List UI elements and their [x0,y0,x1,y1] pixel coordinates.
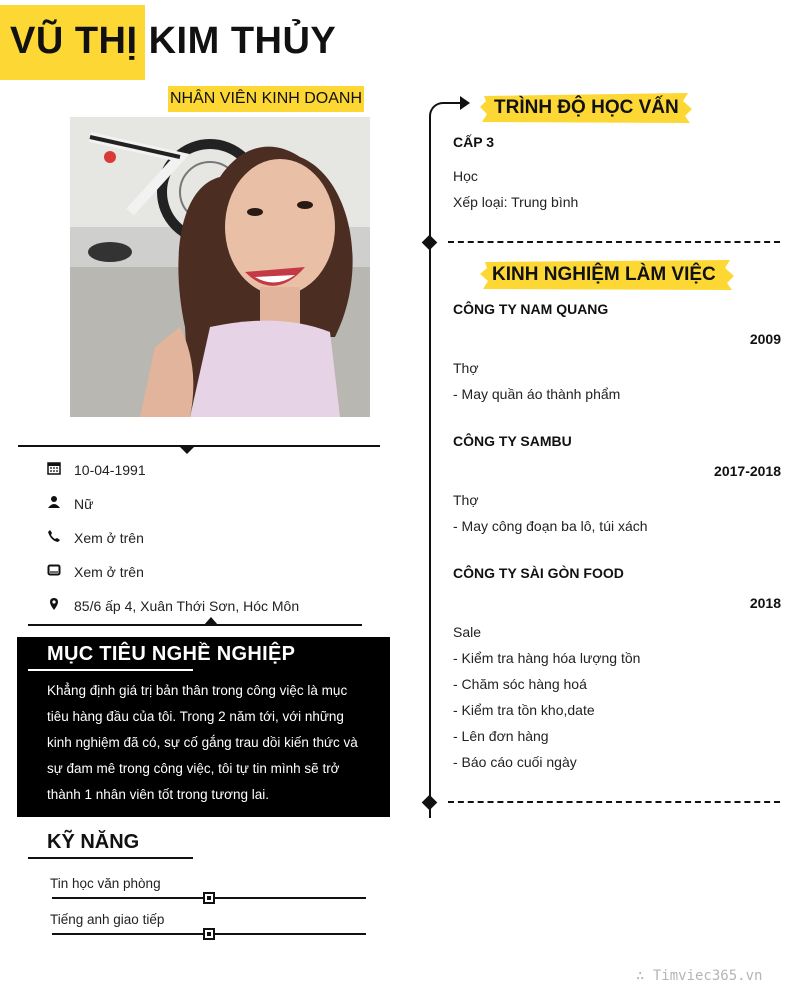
job-title: NHÂN VIÊN KINH DOANH [168,86,364,112]
arrow-right-icon [460,96,470,110]
contact-divider [28,624,362,626]
job-year: 2017-2018 [714,463,781,479]
section-divider [448,801,780,803]
skill-level-marker [203,928,215,940]
job-role: Thợ [453,360,479,376]
timeline-line [429,121,431,818]
timeline-curve [429,102,449,122]
education-detail: Học [453,168,478,184]
objective-underline [28,669,193,671]
skills-title: KỸ NĂNG [47,831,140,853]
birthdate: 10-04-1991 [74,462,146,478]
phone: Xem ở trên [74,530,144,546]
skills-underline [28,857,193,859]
phone-icon [47,529,63,545]
profile-photo [70,117,370,417]
divider-pointer [179,446,195,454]
calendar-icon [47,461,63,477]
timeline-diamond [422,235,438,251]
watermark: ∴ Timviec365.vn [636,968,763,984]
skill-label: Tiếng anh giao tiếp [50,912,165,927]
job-year: 2018 [749,595,781,611]
job-role: Thợ [453,492,479,508]
photo-divider [18,445,380,447]
job-task: - May quần áo thành phẩm [453,386,621,402]
objective-text: Khẳng định giá trị bản thân trong công việc là mục tiêu hàng đầu của tôi. Trong 2 năm tới, với những kinh nghiệm đã có, sự cố gắng trau dồi kiến thức và sự đam mê trong công việc, tôi tự tin mình sẽ trở thành 1 nhân viên tốt trong tương lai. [47,683,358,802]
job-task: - Lên đơn hàng [453,728,549,744]
education-title: TRÌNH ĐỘ HỌC VẤN [494,97,679,118]
gender: Nữ [74,496,94,512]
job-task: - Kiểm tra tồn kho,date [453,702,595,718]
job-task: - Báo cáo cuối ngày [453,754,577,770]
experience-title: KINH NGHIỆM LÀM VIỆC [492,264,716,285]
address: 85/6 ấp 4, Xuân Thới Sơn, Hóc Môn [74,598,300,614]
job-year: 2009 [749,331,781,347]
job-role: Sale [453,624,482,640]
education-school: CẤP 3 [453,134,494,150]
email: Xem ở trên [74,564,144,580]
company-name: CÔNG TY NAM QUANG [453,301,609,317]
company-name: CÔNG TY SAMBU [453,433,572,449]
email-icon [47,563,63,579]
location-icon [47,597,63,613]
education-grade: Xếp loại: Trung bình [453,194,579,210]
timeline-diamond [422,795,438,811]
section-divider [448,241,780,243]
company-name: CÔNG TY SÀI GÒN FOOD [453,565,624,581]
skill-label: Tin học văn phòng [50,876,161,891]
person-icon [47,495,63,511]
job-task: - May công đoạn ba lô, túi xách [453,518,648,534]
objective-title: MỤC TIÊU NGHỀ NGHIỆP [47,643,296,665]
skill-level-marker [203,892,215,904]
job-task: - Chăm sóc hàng hoá [453,676,587,692]
candidate-name: VŨ THỊ KIM THỦY [10,20,337,62]
job-task: - Kiểm tra hàng hóa lượng tồn [453,650,641,666]
